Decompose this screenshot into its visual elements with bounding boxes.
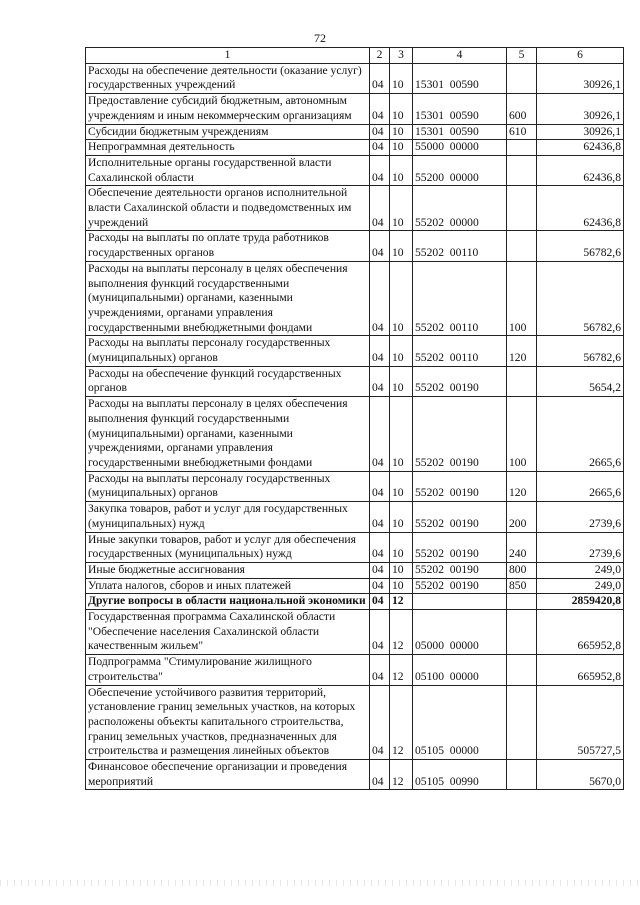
row-col-5 (507, 760, 537, 790)
row-col-5: 100 (507, 261, 537, 336)
table-row (86, 578, 624, 594)
row-col-3: 10 (390, 562, 413, 578)
row-col-4: 55202 00190 (413, 532, 507, 562)
row-name: Расходы на выплаты персоналу государственных (муниципальных) органов (86, 336, 370, 366)
table-row (86, 562, 624, 578)
row-col-3: 12 (390, 610, 413, 655)
row-amount: 30926,1 (537, 63, 624, 93)
row-col-4: 55202 00110 (413, 231, 507, 261)
row-col-5 (507, 140, 537, 156)
row-col-3: 10 (390, 155, 413, 185)
row-name: Субсидии бюджетным учреждениям (86, 124, 370, 140)
row-col-3: 10 (390, 471, 413, 501)
header-col-2: 2 (370, 48, 390, 64)
row-col-4: 15301 00590 (413, 94, 507, 124)
table-row (86, 336, 624, 366)
row-col-5: 200 (507, 502, 537, 532)
row-col-5: 120 (507, 471, 537, 501)
row-col-3: 10 (390, 63, 413, 93)
row-col-3: 10 (390, 532, 413, 562)
row-amount: 30926,1 (537, 124, 624, 140)
table-header-row (86, 48, 624, 64)
table-row (86, 231, 624, 261)
row-amount: 30926,1 (537, 94, 624, 124)
row-col-4: 05105 00990 (413, 760, 507, 790)
row-name: Исполнительные органы государственной власти Сахалинской области (86, 155, 370, 185)
row-name: Непрограммная деятельность (86, 140, 370, 156)
row-amount: 5654,2 (537, 366, 624, 396)
row-col-2: 04 (370, 760, 390, 790)
row-col-5: 100 (507, 397, 537, 472)
row-amount: 5670,0 (537, 760, 624, 790)
row-col-4: 15301 00590 (413, 124, 507, 140)
table-row (86, 685, 624, 760)
row-col-2: 04 (370, 594, 390, 610)
row-amount: 56782,6 (537, 261, 624, 336)
row-name: Другие вопросы в области национальной экономики (86, 594, 370, 610)
row-name: Расходы на выплаты персоналу в целях обеспечения выполнения функций государственными (муниципальными) органами, казенными учреждениями, органами управления государственными внебюджетными фондами (86, 261, 370, 336)
row-col-2: 04 (370, 336, 390, 366)
row-col-2: 04 (370, 502, 390, 532)
scan-noise-bottom (0, 880, 640, 886)
row-amount: 665952,8 (537, 610, 624, 655)
header-col-1: 1 (86, 48, 370, 64)
row-col-5 (507, 186, 537, 231)
row-col-4: 05100 00000 (413, 655, 507, 685)
row-amount: 56782,6 (537, 231, 624, 261)
row-col-3: 10 (390, 578, 413, 594)
row-col-4: 55202 00000 (413, 186, 507, 231)
row-amount: 56782,6 (537, 336, 624, 366)
row-col-5 (507, 231, 537, 261)
row-col-4: 55202 00190 (413, 366, 507, 396)
row-col-5: 610 (507, 124, 537, 140)
table-row (86, 502, 624, 532)
row-col-4: 05000 00000 (413, 610, 507, 655)
row-col-5: 600 (507, 94, 537, 124)
row-col-3: 12 (390, 655, 413, 685)
table-row (86, 94, 624, 124)
row-amount: 2665,6 (537, 397, 624, 472)
row-col-3: 10 (390, 94, 413, 124)
row-col-2: 04 (370, 124, 390, 140)
row-name: Расходы на выплаты персоналу в целях обеспечения выполнения функций государственными (муниципальными) органами, казенными учреждениями, органами управления государственными внебюджетными фондами (86, 397, 370, 472)
row-col-4: 05105 00000 (413, 685, 507, 760)
page-number: 72 (314, 31, 326, 45)
row-name: Государственная программа Сахалинской области "Обеспечение населения Сахалинской области качественным жильем" (86, 610, 370, 655)
table-row (86, 760, 624, 790)
table-row (86, 610, 624, 655)
row-col-2: 04 (370, 685, 390, 760)
row-amount: 62436,8 (537, 140, 624, 156)
row-col-5: 800 (507, 562, 537, 578)
row-name: Закупка товаров, работ и услуг для государственных (муниципальных) нужд (86, 502, 370, 532)
row-col-5 (507, 594, 537, 610)
row-col-2: 04 (370, 366, 390, 396)
row-amount: 2739,6 (537, 532, 624, 562)
row-col-2: 04 (370, 155, 390, 185)
row-name: Обеспечение деятельности органов исполнительной власти Сахалинской области и подведомственных им учреждений (86, 186, 370, 231)
row-col-2: 04 (370, 63, 390, 93)
row-col-2: 04 (370, 562, 390, 578)
row-col-4: 55202 00110 (413, 336, 507, 366)
row-col-5 (507, 655, 537, 685)
row-amount: 505727,5 (537, 685, 624, 760)
row-name: Расходы на выплаты по оплате труда работников государственных органов (86, 231, 370, 261)
row-amount: 249,0 (537, 562, 624, 578)
row-col-2: 04 (370, 578, 390, 594)
row-col-4 (413, 594, 507, 610)
row-col-4: 55200 00000 (413, 155, 507, 185)
table-row (86, 261, 624, 336)
header-col-4: 4 (413, 48, 507, 64)
table-row (86, 532, 624, 562)
row-name: Обеспечение устойчивого развития территорий, установление границ земельных участков, на которых расположены объекты капитального строительства, границ земельных участков, предназначенных для строительства и размещения линейных объектов (86, 685, 370, 760)
row-col-2: 04 (370, 94, 390, 124)
table-row (86, 155, 624, 185)
row-col-2: 04 (370, 397, 390, 472)
row-name: Предоставление субсидий бюджетным, автономным учреждениям и иным некоммерческим организациям (86, 94, 370, 124)
row-col-5 (507, 685, 537, 760)
row-col-5: 240 (507, 532, 537, 562)
row-col-5: 120 (507, 336, 537, 366)
table-row (86, 186, 624, 231)
row-col-4: 55202 00190 (413, 397, 507, 472)
row-amount: 2665,6 (537, 471, 624, 501)
table-row (86, 594, 624, 610)
table-row (86, 471, 624, 501)
row-col-5 (507, 155, 537, 185)
row-col-4: 55202 00190 (413, 502, 507, 532)
row-col-3: 10 (390, 140, 413, 156)
row-col-2: 04 (370, 610, 390, 655)
budget-table (85, 47, 624, 790)
row-col-2: 04 (370, 186, 390, 231)
row-col-3: 10 (390, 366, 413, 396)
row-col-4: 55000 00000 (413, 140, 507, 156)
row-col-2: 04 (370, 231, 390, 261)
row-col-3: 10 (390, 397, 413, 472)
row-col-3: 10 (390, 231, 413, 261)
row-col-3: 12 (390, 685, 413, 760)
row-name: Расходы на выплаты персоналу государственных (муниципальных) органов (86, 471, 370, 501)
row-amount: 2859420,8 (537, 594, 624, 610)
row-col-3: 10 (390, 124, 413, 140)
row-amount: 249,0 (537, 578, 624, 594)
row-col-3: 10 (390, 186, 413, 231)
row-col-4: 55202 00190 (413, 578, 507, 594)
row-col-3: 12 (390, 594, 413, 610)
row-col-2: 04 (370, 140, 390, 156)
row-name: Финансовое обеспечение организации и проведения мероприятий (86, 760, 370, 790)
row-col-2: 04 (370, 532, 390, 562)
table-row (86, 140, 624, 156)
row-col-3: 10 (390, 336, 413, 366)
row-amount: 62436,8 (537, 186, 624, 231)
row-amount: 665952,8 (537, 655, 624, 685)
row-col-4: 15301 00590 (413, 63, 507, 93)
row-col-3: 10 (390, 502, 413, 532)
row-col-2: 04 (370, 261, 390, 336)
row-col-2: 04 (370, 471, 390, 501)
row-amount: 2739,6 (537, 502, 624, 532)
table-row (86, 63, 624, 93)
row-name: Подпрограмма "Стимулирование жилищного строительства" (86, 655, 370, 685)
row-name: Иные бюджетные ассигнования (86, 562, 370, 578)
row-amount: 62436,8 (537, 155, 624, 185)
table-row (86, 124, 624, 140)
budget-table-body (86, 48, 624, 790)
row-col-5 (507, 610, 537, 655)
header-col-6: 6 (537, 48, 624, 64)
row-col-2: 04 (370, 655, 390, 685)
header-col-5: 5 (507, 48, 537, 64)
header-col-3: 3 (390, 48, 413, 64)
row-name: Расходы на обеспечение функций государственных органов (86, 366, 370, 396)
row-col-4: 55202 00190 (413, 471, 507, 501)
row-col-4: 55202 00190 (413, 562, 507, 578)
row-col-4: 55202 00110 (413, 261, 507, 336)
row-name: Расходы на обеспечение деятельности (оказание услуг) государственных учреждений (86, 63, 370, 93)
table-row (86, 397, 624, 472)
row-col-3: 12 (390, 760, 413, 790)
row-col-5 (507, 63, 537, 93)
table-row (86, 366, 624, 396)
row-col-5: 850 (507, 578, 537, 594)
table-row (86, 655, 624, 685)
row-name: Уплата налогов, сборов и иных платежей (86, 578, 370, 594)
row-col-5 (507, 366, 537, 396)
row-name: Иные закупки товаров, работ и услуг для обеспечения государственных (муниципальных) нужд (86, 532, 370, 562)
row-col-3: 10 (390, 261, 413, 336)
